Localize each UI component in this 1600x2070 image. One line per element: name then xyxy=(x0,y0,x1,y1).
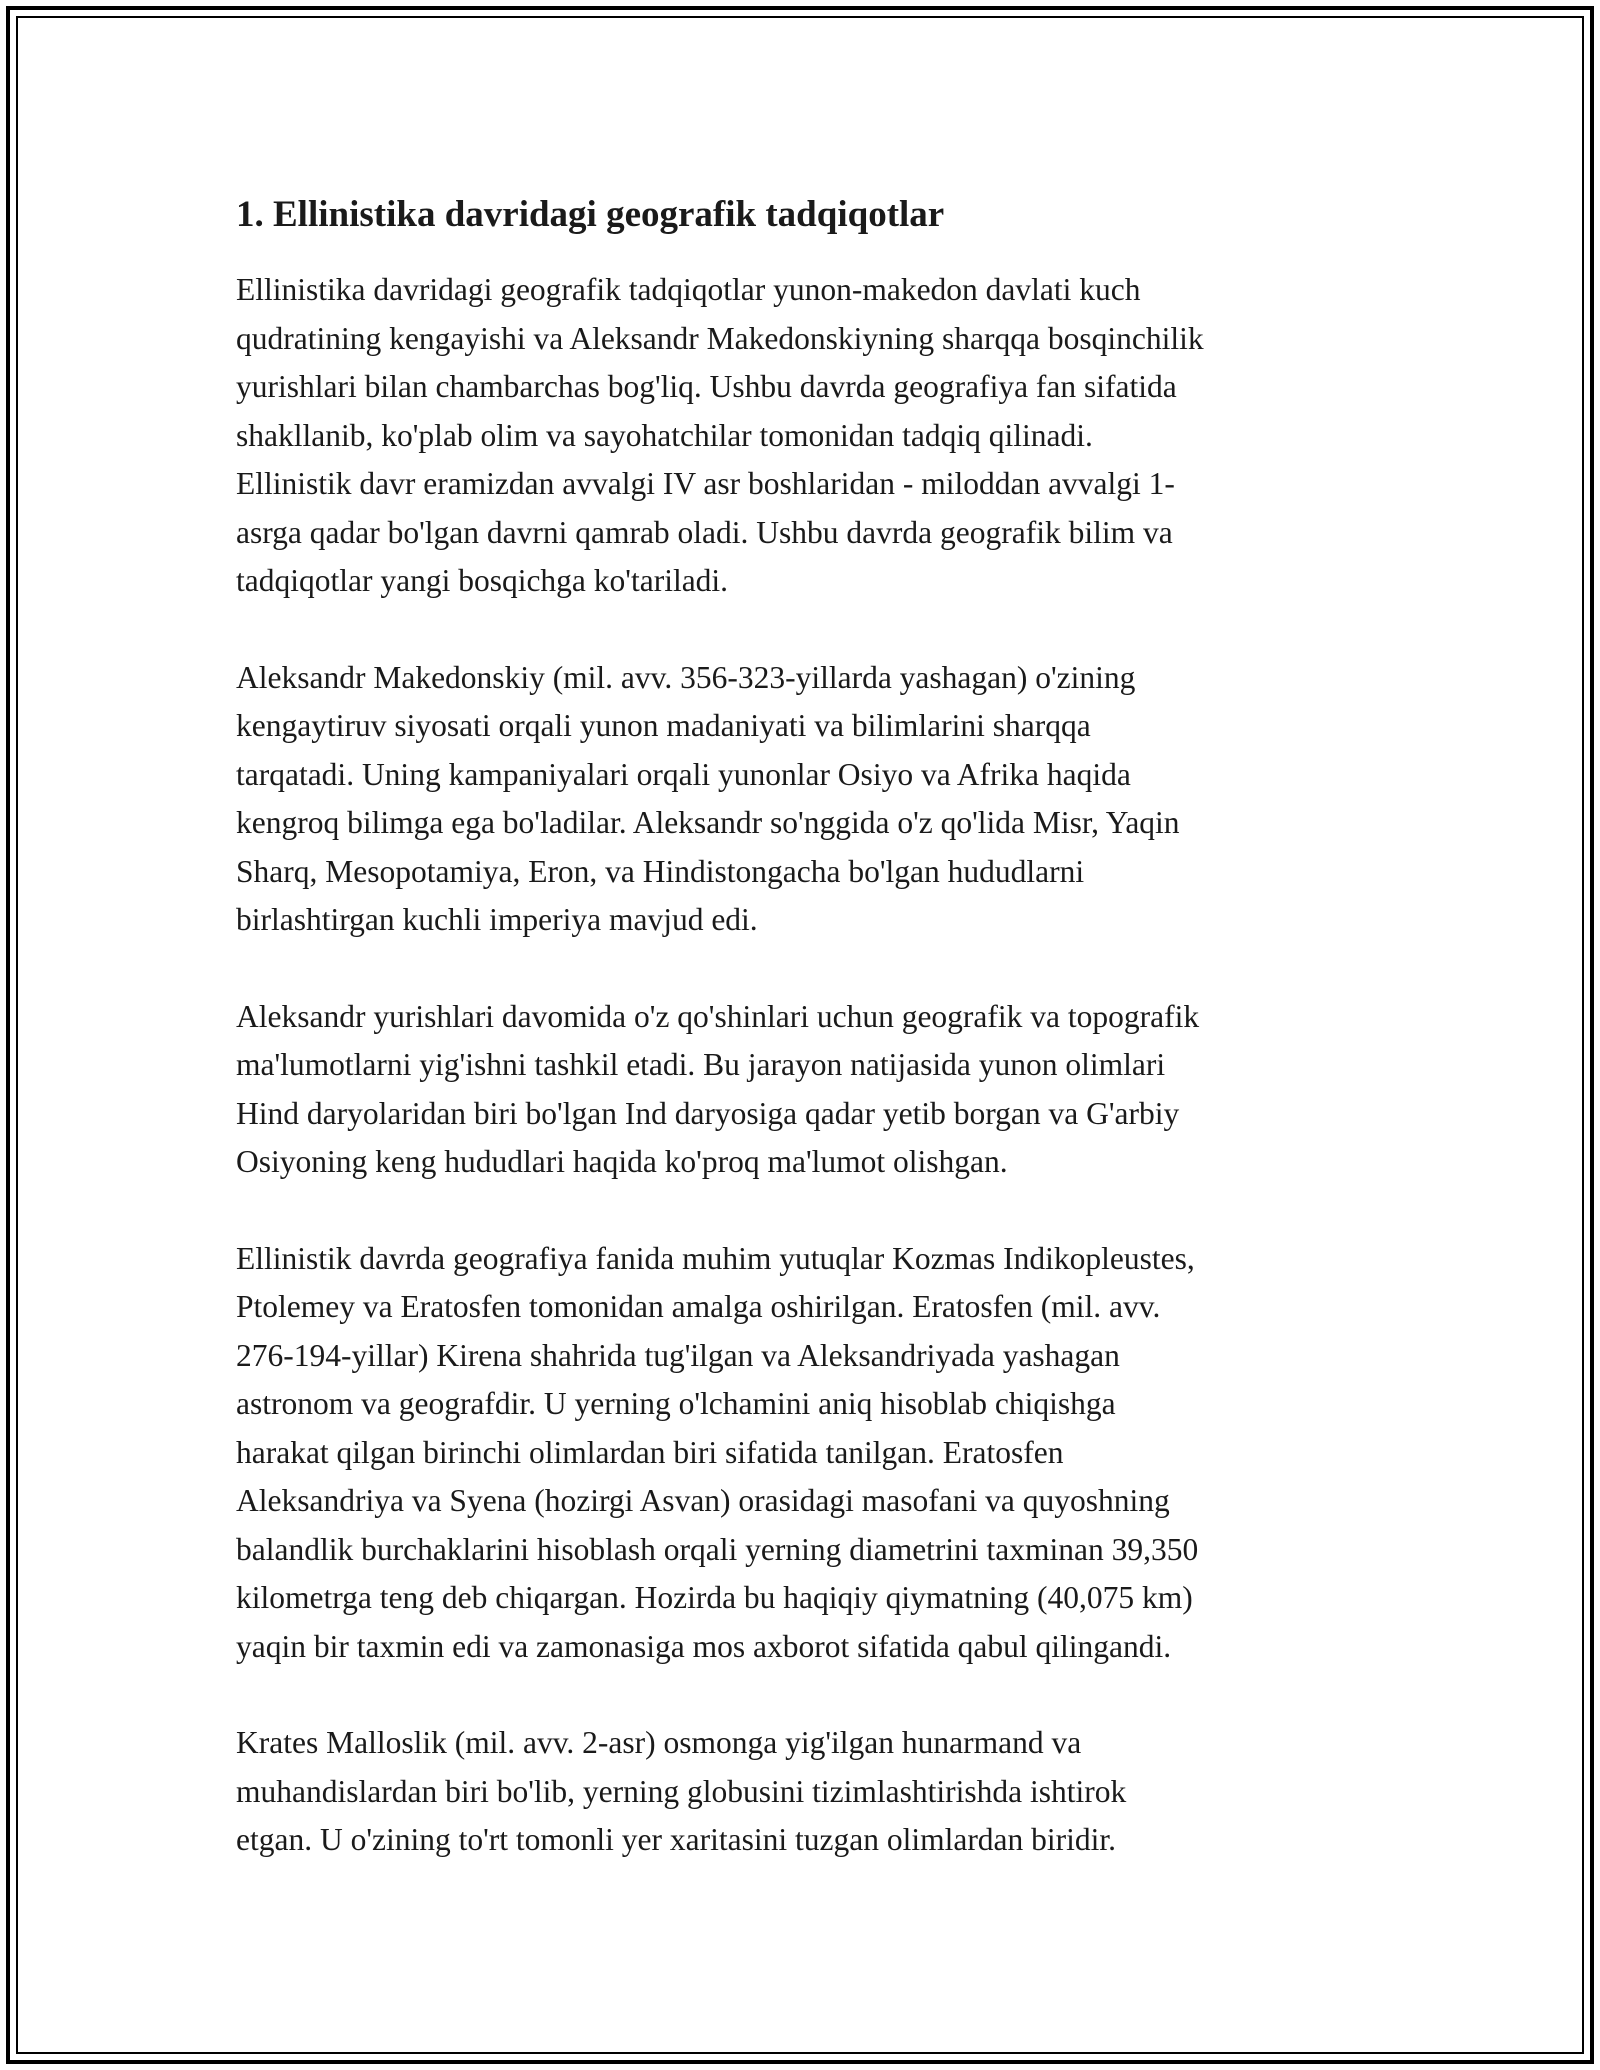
paragraph-2: Aleksandr Makedonskiy (mil. avv. 356-323-yillarda yashagan) o'zining kengaytiruv siyosati orqali yunon madaniyati va bilimlarini sharqqa tarqatadi. Uning kampaniyalari orqali yunonlar Osiyo va Afrika haqida kengroq bilimga ega bo'ladilar. Aleksandr so'nggida o'z qo'lida Misr, Yaqin Sharq, Mesopotamiya, Eron, va Hindistongacha bo'lgan hududlarni birlashtirgan kuchli imperiya mavjud edi. xyxy=(236,659,1180,937)
paragraph-5: Krates Malloslik (mil. avv. 2-asr) osmonga yig'ilgan hunarmand va muhandislardan biri bo'lib, yerning globusini tizimlashtirishda ishtirok etgan. U o'zining to'rt tomonli yer xaritasini tuzgan olimlardan biridir. xyxy=(236,1725,1127,1857)
paragraph-1: Ellinistika davridagi geografik tadqiqotlar yunon-makedon davlati kuch qudratining kengayishi va Aleksandr Makedonskiyning sharqqa bosqinchilik yurishlari bilan chambarchas bog'liq. Ushbu davrda geografiya fan sifatida shakllanib, ko'plab olim va sayohatchilar tomonidan tadqiq qilinadi. Ellinistik davr eramizdan avvalgi IV asr boshlaridan - miloddan avvalgi 1- asrga qadar bo'lgan davrni qamrab oladi. Ushbu davrda geografik bilim va tadqiqotlar yangi bosqichga ko'tariladi. xyxy=(236,272,1204,598)
paragraph-3: Aleksandr yurishlari davomida o'z qo'shinlari uchun geografik va topografik ma'lumotlarni yig'ishni tashkil etadi. Bu jarayon natijasida yunon olimlari Hind daryolaridan biri bo'lgan Ind daryosiga qadar yetib borgan va G'arbiy Osiyoning keng hududlari haqida ko'proq ma'lumot olishgan. xyxy=(236,998,1200,1179)
paragraph-4: Ellinistik davrda geografiya fanida muhim yutuqlar Kozmas Indikopleustes, Ptolemey va Eratosfen tomonidan amalga oshirilgan. Eratosfen (mil. avv. 276-194-yillar) Kirena shahrida tug'ilgan va Aleksandriyada yashagan astronom va geografdir. U yerning o'lchamini aniq hisoblab chiqishga harakat qilgan birinchi olimlardan biri sifatida tanilgan. Eratosfen Aleksandriya va Syena (hozirgi Asvan) orasidagi masofani va quyoshning balandlik burchaklarini hisoblash orqali yerning diametrini taxminan 39,350 kilometrga teng deb chiqargan. Hozirda bu haqiqiy qiymatning (40,075 km) yaqin bir taxmin edi va zamonasiga mos axborot sifatida qabul qilingandi. xyxy=(236,1240,1199,1664)
section-title: 1. Ellinistika davridagi geografik tadqiqotlar xyxy=(236,194,945,235)
document-body xyxy=(236,188,1386,1913)
